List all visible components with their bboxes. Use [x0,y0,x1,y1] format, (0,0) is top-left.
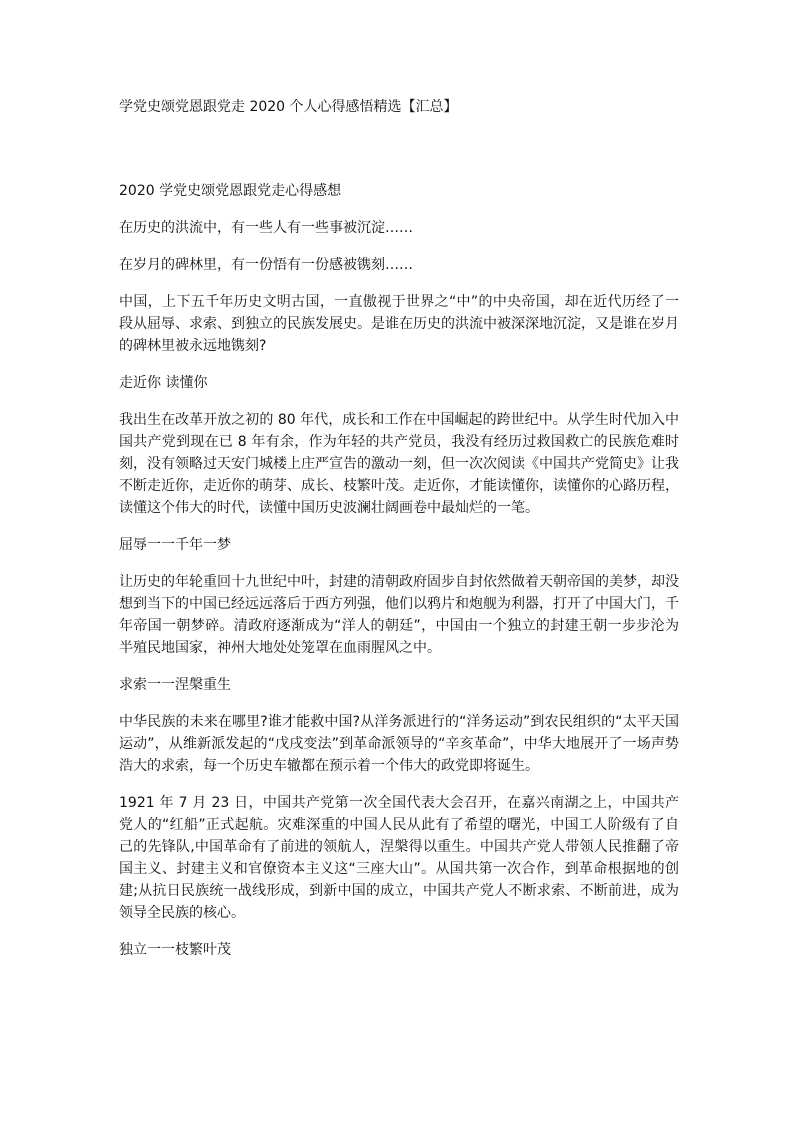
spacer [119,276,679,291]
spacer [119,519,679,534]
spacer [119,659,679,674]
spacer [119,556,679,571]
section-heading-1: 走近你 读懂你 [119,375,208,391]
section-1-paragraph: 我出生在改革开放之初的 80 年代，成长和工作在中国崛起的跨世纪中。从学生时代加入中国共产党到现在已 8 年有余，作为年轻的共产党员，我没有经历过救国救亡的民族危难时刻，没有领略过天安门城楼上庄严宣告的激动一刻，但一次次阅读《中国共产党简史》让我不断走近你，走近你的萌芽、成长、枝繁叶茂。走近你，才能读懂你，读懂你的心路历程，读懂这个伟大的时代，读懂中国历史波澜壮阔画卷中最灿烂的一笔。 [119,412,679,516]
opening-line-2: 在岁月的碑林里，有一份悟有一份感被镌刻…… [119,257,413,273]
spacer [119,696,679,711]
intro-paragraph: 中国，上下五千年历史文明古国，一直傲视于世界之“中”的中央帝国，却在近代历经了一段从屈辱、求索、到独立的民族发展史。是谁在历史的洪流中被深深地沉淀，又是谁在岁月的碑林里被永远地镌刻? [119,294,679,354]
spacer [119,202,679,217]
document-body [119,96,679,961]
spacer [119,394,679,409]
section-heading-4: 独立一一枝繁叶茂 [119,942,231,958]
opening-line-1: 在历史的洪流中，有一些人有一些事被沉淀…… [119,220,413,236]
spacer [119,924,679,939]
spacer [119,357,679,372]
section-3-paragraph-2: 1921 年 7 月 23 日，中国共产党第一次全国代表大会召开，在嘉兴南湖之上，中国共产党人的“红船”正式起航。灾难深重的中国人民从此有了希望的曙光，中国工人阶级有了自己的先锋队,中国革命有了前进的领航人，涅槃得以重生。中国共产党人带领人民推翻了帝国主义、封建主义和官僚资本主义这“三座大山”。从国共第一次合作，到革命根据地的创建;从抗日民族统一战线形成，到新中国的成立，中国共产党人不断求索、不断前进，成为领导全民族的核心。 [119,795,679,921]
section-2-paragraph: 让历史的年轮重回十九世纪中叶，封建的清朝政府固步自封依然做着天朝帝国的美梦，却没想到当下的中国已经远远落后于西方列强，他们以鸦片和炮舰为利器，打开了中国大门，千年帝国一朝梦碎。清政府逐渐成为“洋人的朝廷”，中国由一个独立的封建王朝一步步沦为半殖民地国家，神州大地处处笼罩在血雨腥风之中。 [119,574,679,656]
spacer [119,777,679,792]
spacer [119,118,679,180]
section-heading-2: 屈辱一一千年一梦 [119,537,231,553]
section-subtitle: 2020 学党史颂党恩跟党走心得感想 [119,183,342,199]
document-title: 学党史颂党恩跟党走 2020 个人心得感悟精选【汇总】 [119,99,458,115]
section-3-paragraph-1: 中华民族的未来在哪里?谁才能救中国?从洋务派进行的“洋务运动”到农民组织的“太平天国运动”，从维新派发起的“戊戌变法”到革命派领导的“辛亥革命”，中华大地展开了一场声势浩大的求索，每一个历史车辙都在预示着一个伟大的政党即将诞生。 [119,714,679,774]
spacer [119,239,679,254]
section-heading-3: 求索一一涅槃重生 [119,677,231,693]
